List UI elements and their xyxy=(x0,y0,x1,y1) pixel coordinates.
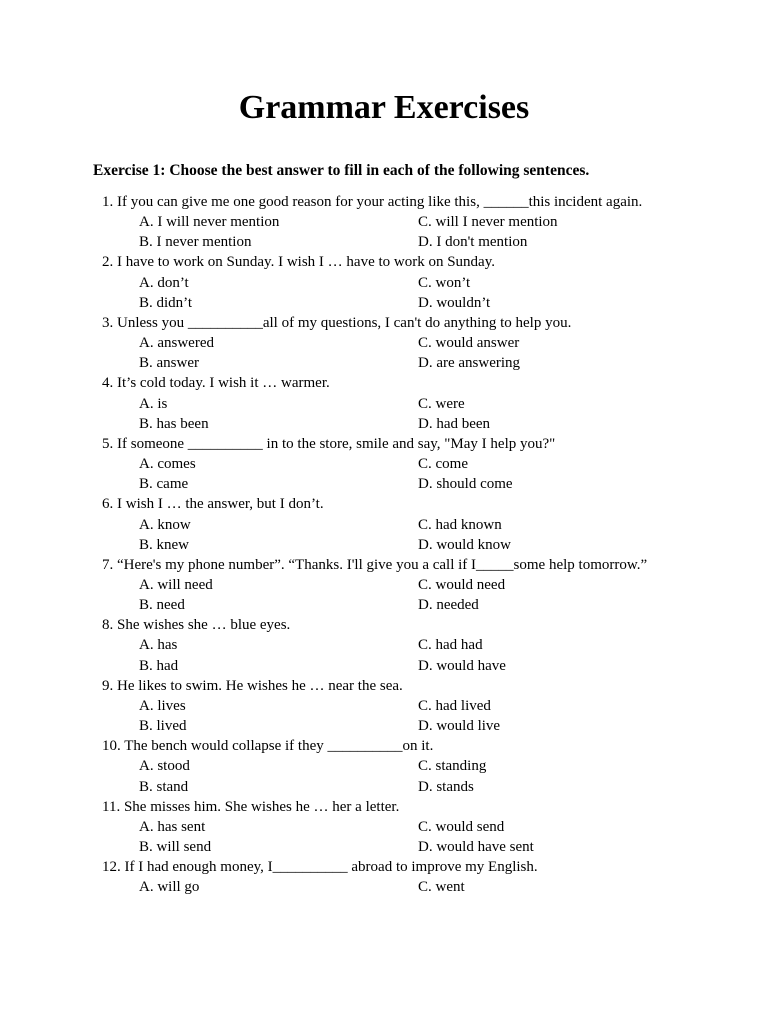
answer-option: C. will I never mention xyxy=(418,214,558,231)
question-item xyxy=(102,736,674,796)
answer-option: B. stand xyxy=(139,778,189,795)
answer-options xyxy=(102,635,674,675)
answer-option: C. would answer xyxy=(418,335,520,352)
answer-option: B. knew xyxy=(139,536,189,553)
answer-option: C. come xyxy=(418,456,468,473)
answer-option: C. went xyxy=(418,879,465,896)
answer-option: D. wouldn’t xyxy=(418,294,491,311)
answer-option: D. are answering xyxy=(418,355,521,372)
answer-option: D. would have sent xyxy=(418,839,534,855)
answer-option: D. would have xyxy=(418,657,506,674)
question-item xyxy=(102,676,674,736)
question-text: 2. I have to work on Sunday. I wish I … have to work on Sunday. xyxy=(102,254,495,271)
question-item xyxy=(102,857,674,897)
answer-option: A. has xyxy=(139,637,178,654)
answer-option: D. would know xyxy=(418,536,511,553)
question-item xyxy=(102,797,674,857)
answer-options xyxy=(102,756,674,796)
question-item xyxy=(102,494,674,554)
answer-option: A. stood xyxy=(139,758,190,775)
exercise-heading: Exercise 1: Choose the best answer to fill in each of the following sentences. xyxy=(93,162,590,179)
answer-option: C. would need xyxy=(418,576,506,593)
question-list xyxy=(102,192,674,897)
question-item xyxy=(102,252,674,312)
answer-options xyxy=(102,575,674,615)
answer-option: D. stands xyxy=(418,778,474,795)
answer-option: C. had had xyxy=(418,637,483,654)
answer-option: B. I never mention xyxy=(139,234,252,251)
answer-options xyxy=(102,817,674,857)
answer-option: A. is xyxy=(139,395,168,412)
question-item xyxy=(102,434,674,494)
answer-option: B. answer xyxy=(139,355,199,372)
answer-options xyxy=(102,454,674,494)
question-item xyxy=(102,373,674,433)
answer-option: B. lived xyxy=(139,718,187,735)
answer-options xyxy=(102,212,674,252)
page-title: Grammar Exercises xyxy=(238,89,530,126)
answer-option: A. comes xyxy=(139,456,196,473)
question-item xyxy=(102,555,674,615)
question-text: 12. If I had enough money, I__________ abroad to improve my English. xyxy=(102,859,538,876)
answer-option: C. would send xyxy=(418,818,505,835)
answer-option: B. had xyxy=(139,657,179,674)
answer-option: B. came xyxy=(139,476,189,493)
answer-option: C. had known xyxy=(418,516,502,533)
question-text: 4. It’s cold today. I wish it … warmer. xyxy=(102,375,330,392)
question-text: 3. Unless you __________all of my questions, I can't do anything to help you. xyxy=(102,314,572,331)
answer-option: D. should come xyxy=(418,476,513,493)
answer-option: A. I will never mention xyxy=(139,214,280,231)
answer-option: B. didn’t xyxy=(139,294,193,311)
question-text: 7. “Here's my phone number”. “Thanks. I'll give you a call if I_____some help tomorrow.” xyxy=(102,556,648,573)
answer-option: D. needed xyxy=(418,597,479,614)
answer-option: B. need xyxy=(139,597,185,614)
question-text: 8. She wishes she … blue eyes. xyxy=(102,617,291,634)
question-item xyxy=(102,615,674,675)
question-item xyxy=(102,313,674,373)
answer-option: A. don’t xyxy=(139,274,189,291)
answer-option: B. will send xyxy=(139,839,212,855)
answer-options xyxy=(102,696,674,736)
question-text: 6. I wish I … the answer, but I don’t. xyxy=(102,496,324,513)
answer-options xyxy=(102,515,674,555)
question-text: 5. If someone __________ in to the store, smile and say, "May I help you?" xyxy=(102,435,556,452)
answer-option: D. I don't mention xyxy=(418,234,528,251)
answer-options xyxy=(102,877,674,897)
question-item xyxy=(102,192,674,252)
answer-option: C. were xyxy=(418,395,465,412)
question-text: 11. She misses him. She wishes he … her a letter. xyxy=(102,798,400,815)
answer-option: A. lives xyxy=(139,697,186,714)
answer-option: A. will go xyxy=(139,879,200,896)
answer-options xyxy=(102,394,674,434)
question-text: 1. If you can give me one good reason for your acting like this, ______this incident again. xyxy=(102,194,643,210)
answer-option: A. will need xyxy=(139,576,213,593)
answer-option: D. would live xyxy=(418,718,501,735)
question-text: 10. The bench would collapse if they __________on it. xyxy=(102,738,434,755)
answer-options xyxy=(102,273,674,313)
answer-option: C. standing xyxy=(418,758,487,775)
question-text: 9. He likes to swim. He wishes he … near the sea. xyxy=(102,677,403,694)
answer-option: C. won’t xyxy=(418,274,471,291)
answer-option: A. answered xyxy=(139,335,214,352)
answer-option: A. know xyxy=(139,516,191,533)
answer-option: B. has been xyxy=(139,415,209,432)
answer-option: A. has sent xyxy=(139,818,206,835)
answer-option: D. had been xyxy=(418,415,491,432)
answer-options xyxy=(102,333,674,373)
answer-option: C. had lived xyxy=(418,697,491,714)
